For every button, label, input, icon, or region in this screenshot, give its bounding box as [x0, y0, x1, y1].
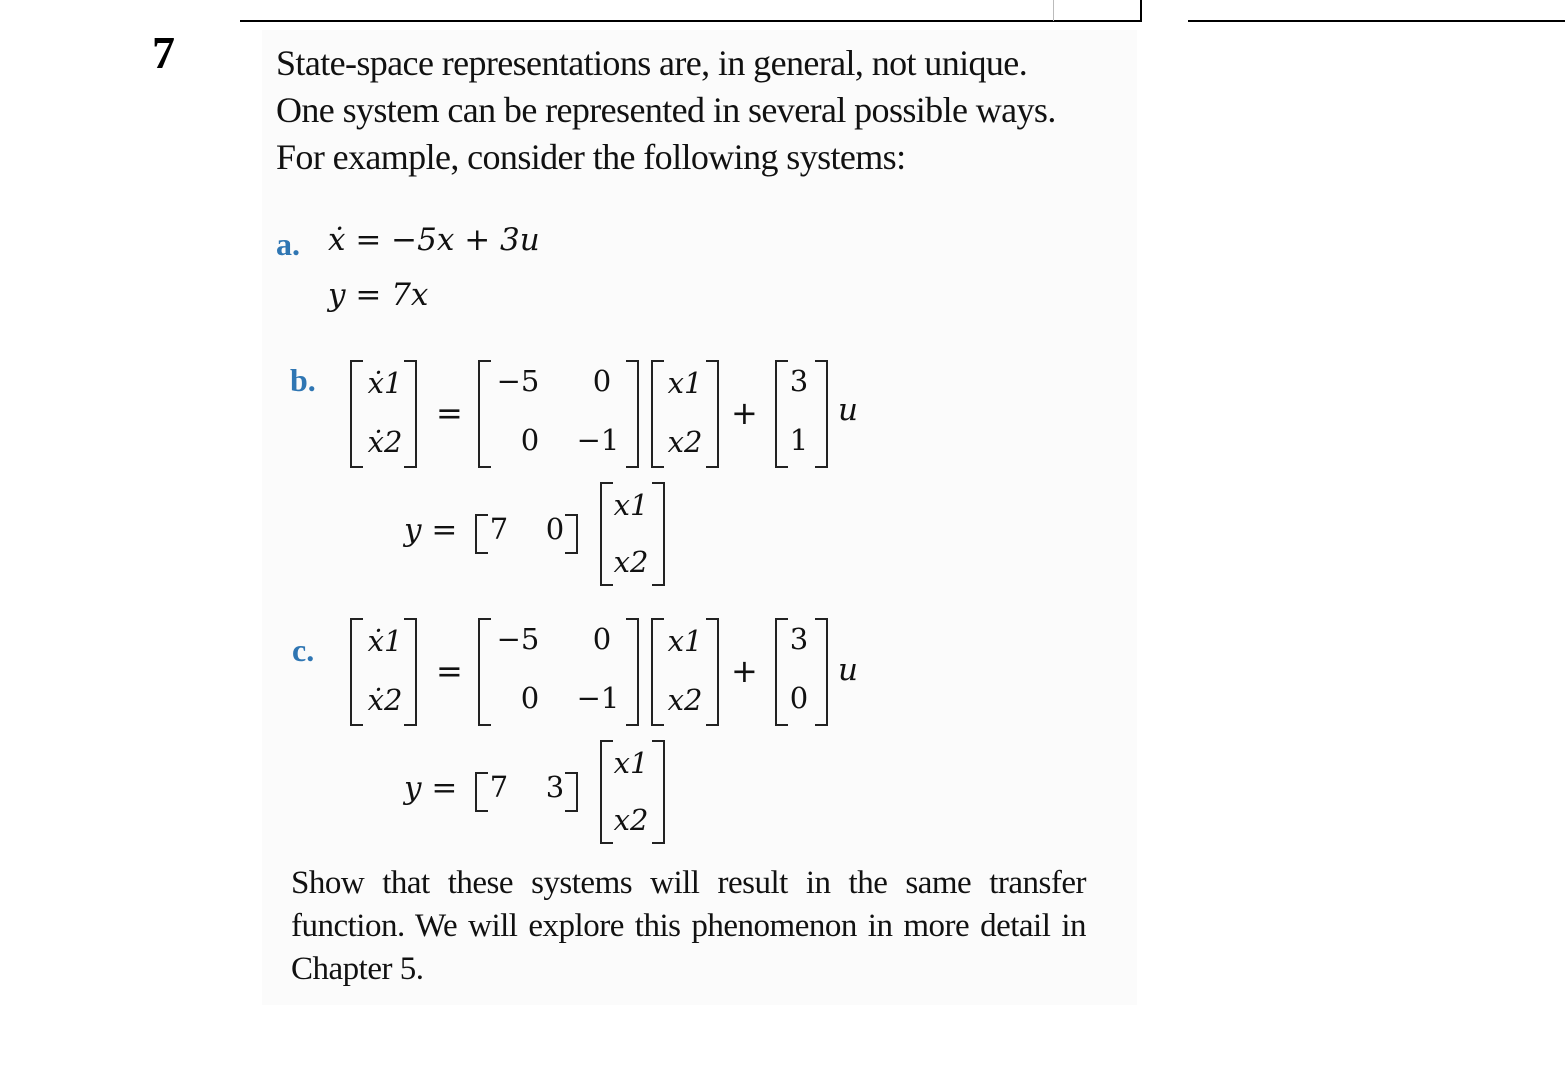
intro-line: One system can be represented in several possible ways. [276, 90, 1056, 130]
lhs-entry: ẋ2 [367, 425, 403, 459]
state-vector-entry: x1 [667, 366, 703, 400]
output-prefix: y = [404, 512, 458, 548]
matrix-a-entry: 0 [520, 681, 540, 715]
matrix-a-entry: 0 [520, 423, 540, 457]
bracket [815, 360, 828, 468]
bracket [404, 618, 417, 726]
output-matrix-entry: 3 [545, 770, 565, 804]
bracket [706, 618, 719, 726]
system-c-label: c. [292, 632, 315, 668]
lhs-entry: ẋ1 [367, 366, 403, 400]
output-prefix: y = [404, 770, 458, 806]
input-vector-entry: 0 [789, 681, 809, 715]
state-vector-entry: x1 [613, 746, 649, 780]
matrix-a-entry: −1 [576, 681, 620, 715]
equals-sign: = [436, 394, 463, 432]
input-symbol: u [838, 652, 858, 688]
intro-text [276, 40, 1156, 181]
bracket [652, 740, 665, 844]
question-number: 7 [152, 27, 175, 78]
bracket [404, 360, 417, 468]
bracket [652, 482, 665, 586]
top-rule-left [240, 20, 1142, 22]
plus-sign: + [731, 394, 758, 432]
top-rule-divider-2 [1140, 0, 1142, 22]
bracket [706, 360, 719, 468]
output-matrix-entry: 7 [489, 770, 509, 804]
top-rule-right [1188, 20, 1565, 22]
system-a-state-equation: ẋ = −5x + 3u [328, 222, 540, 258]
matrix-a-entry: 0 [592, 622, 612, 656]
output-matrix-entry: 7 [489, 512, 509, 546]
state-vector-entry: x2 [613, 803, 649, 837]
input-vector-entry: 1 [789, 423, 809, 457]
plus-sign: + [731, 652, 758, 690]
bracket [565, 514, 578, 554]
bracket [815, 618, 828, 726]
intro-line: State-space representations are, in general, not unique. [276, 43, 1028, 83]
lhs-entry: ẋ1 [367, 624, 403, 658]
state-vector-entry: x2 [667, 683, 703, 717]
matrix-a-entry: 0 [592, 364, 612, 398]
system-b-label: b. [290, 362, 316, 398]
bracket [565, 772, 578, 812]
state-vector-entry: x1 [613, 488, 649, 522]
input-symbol: u [838, 392, 858, 428]
input-vector-entry: 3 [789, 622, 809, 656]
state-vector-entry: x2 [613, 545, 649, 579]
matrix-a-entry: −5 [496, 364, 540, 398]
closing-text: Show that these systems will result in the same transfer function. We will explore this phenomenon in more detail in Chapter 5. [291, 865, 1086, 987]
state-vector-entry: x2 [667, 425, 703, 459]
system-a-label: a. [276, 226, 300, 262]
intro-line: For example, consider the following systems: [276, 137, 906, 177]
matrix-a-entry: −5 [496, 622, 540, 656]
output-matrix-entry: 0 [545, 512, 565, 546]
system-a-output-equation: y = 7x [328, 277, 429, 313]
state-vector-entry: x1 [667, 624, 703, 658]
bracket [626, 618, 639, 726]
top-rule-divider [1053, 0, 1054, 21]
matrix-a-entry: −1 [576, 423, 620, 457]
equals-sign: = [436, 652, 463, 690]
lhs-entry: ẋ2 [367, 683, 403, 717]
bracket [626, 360, 639, 468]
input-vector-entry: 3 [789, 364, 809, 398]
